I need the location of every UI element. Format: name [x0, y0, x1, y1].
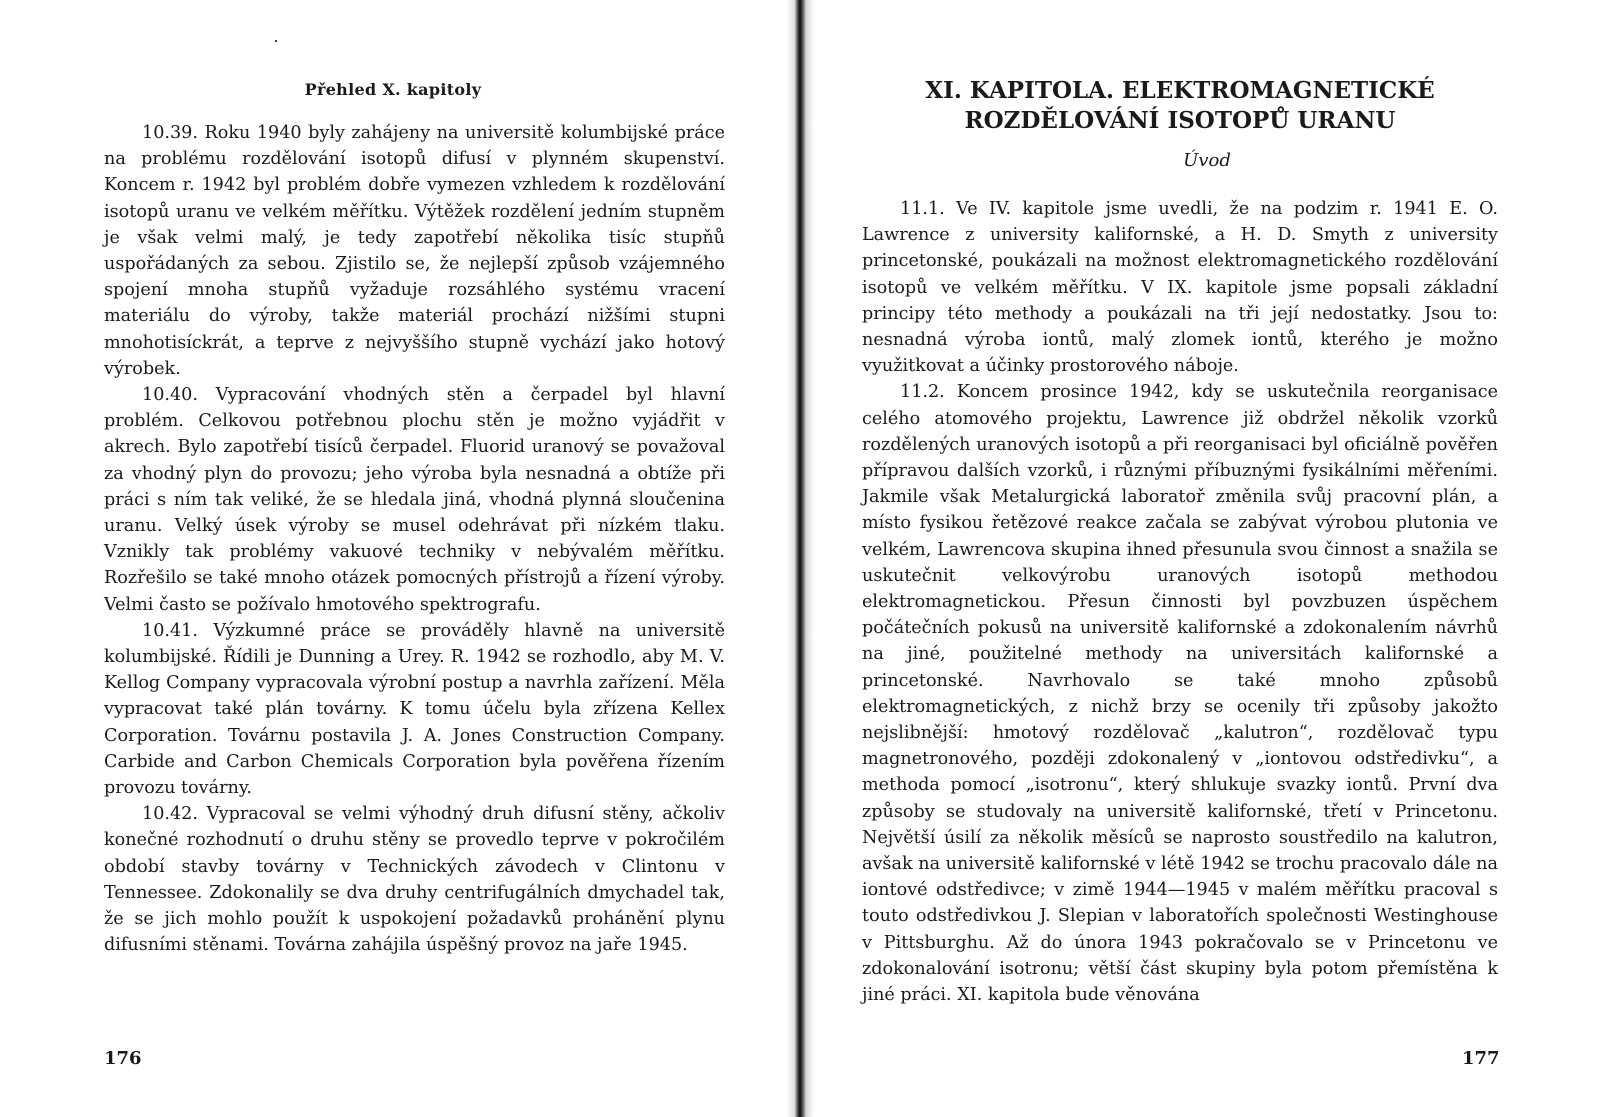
- paragraph-10-42: 10.42. Vypracoval se velmi výhodný druh difusní stěny, ačkoliv konečné rozhodnutí o druhu stěny se provedlo teprve v pokročilém období stavby továrny v Technických závodech v Clintonu v Tennessee. Zdokonalily se dva druhy centrifugálních dmychadel tak, že se jich mohlo použít k uspokojení požadavků proháněnί plynu difusními stěnami. Továrna zahájila úspěšný provoz na jaře 1945.: [104, 804, 725, 956]
- paragraph-11-1: 11.1. Ve IV. kapitole jsme uvedli, že na podzim r. 1941 E. O. Lawrence z university kalifornské, a H. D. Smyth z university princetonské, poukázali na možnost elektromagnetického rozdělování isotopů ve velkém měřítku. V IX. kapitole jsme popsali základní principy této methody a poukázali na tři její nedostatky. Jsou to: nesnadná výroba iontů, malý zlomek iontů, kterého je možno využitkovat a účinky prostorového náboje.: [862, 199, 1498, 377]
- chapter-title: XI. KAPITOLA. ELEKTROMAGNETICKÉ ROZDĚLOVÁNÍ ISOTOPŮ URANU: [925, 77, 1435, 134]
- page-number-right: 177: [1462, 1048, 1500, 1069]
- paragraph-10-41: 10.41. Výzkumné práce se prováděly hlavně na universitě kolumbijské. Řídili je Dunning a Urey. R. 1942 se rozhodlo, aby M. V. Kellog Company vypracovala výrobní postup a navrhla zařízení. Měla vypracovat také plán továrny. K tomu účelu byla zřízena Kellex Corporation. Továrnu postavila J. A. Jones Construction Company. Carbide and Carbon Chemicals Corporation byla pověřena řízením provozu továrny.: [104, 620, 725, 799]
- section-subheading: Úvod: [1183, 150, 1231, 171]
- paragraph-11-2: 11.2. Koncem prosince 1942, kdy se uskutečnila reorganisace celého atomového projektu, Lawrence již obdržel několik vzorků rozdělených uranových isotopů a při reorganisaci byl oficiálně pověřen přípravou dalších vzorků, i různými příbuznými fysikálními měřeními. Jakmile však Metalurgická laboratoř změnila svůj pracovní plán, a místo fysikou řetězové reakce začala se zabývat výrobou plutonia ve velkém, Lawrencova skupina ihned přesunula svou činnost a snažila se uskutečnit velkovýrobu uranových isotopů methodou elektromagnetickou. Přesun činnosti byl povzbuzen úspěchem počátečních pokusů na universitě kalifornské a zdokonalením návrhů na jiné, použitelné methody na universitách kalifornské a princetonské. Navrhovalo se také mnoho způsobů elektromagnetických, z nichž brzy se ocenily tři způsoby jakožto nejslibnější: hmotový rozdělovač „kalutron“, rozdělovač typu magnetronového, později zdokonalený v „iontovou odstředivku“, a methoda pomocí „isotronu“, který shlukuje svazky iontů. První dva způsoby se studovaly na universitě kalifornské, třetí v Princetonu. Největší úsilí za několik měsíců se naprosto soustředilo na kalutron, avšak na universitě kalifornské v létě 1942 se trochu pracovalo dále na iontové odstředivce; v zimě 1944—1945 v malém měřítku pracoval s touto odstředivkou J. Slepian v laboratořích společnosti Westinghouse v Pittsburghu. Až do února 1943 pokračovalo se v Princetonu ve zdokonalování isotronu; větší část skupiny byla potom přemístěna k jiné práci. XI. kapitola bude věnována: [862, 382, 1498, 1006]
- right-page: [814, 0, 1600, 1117]
- right-body-text: [862, 196, 1498, 1008]
- left-page: [0, 0, 786, 1117]
- paragraph-10-40: 10.40. Vypracování vhodných stěn a čerpadel byl hlavní problém. Celkovou potřebnou plochu stěn je možno vyjádřit v akrech. Bylo zapotřebí tisíců čerpadel. Fluorid uranový se považoval za vhodný plyn do provozu; jeho výroba byla nesnadná a obtíže při práci s ním tak veliké, že se hledala jiná, vhodná plynná sloučenina uranu. Velký úsek výroby se musel odehrávat při nízkém tlaku. Vznikly tak problémy vakuové techniky v nebývalém měřítku. Rozřešilo se také mnoho otázek pomocných přístrojů a řízení výroby. Velmi často se požívalo hmotového spektrografu.: [104, 385, 725, 615]
- book-gutter: [786, 0, 814, 1117]
- paragraph-10-39: 10.39. Roku 1940 byly zahájeny na universitě kolumbijské práce na problému rozdělování isotopů difusí v plynném skupenství. Koncem r. 1942 byl problém dobře vymezen vzhledem k rozdělování isotopů uranu ve velkém měřítku. Výtěžek rozdělení jedním stupněm je však velmi malý, je tedy zapotřebí několika tisíc stupňů uspořádaných za sebou. Zjistilo se, že nejlepší způsob vzájemného spojení mnoha stupňů vyžaduje rozsáhlého systému vracení materiálu do výroby, takže materiál prochází nižšími stupni mnohotisíckrát, a teprve z nejvyššího stupně vychází jako hotový výrobek.: [104, 123, 725, 379]
- stray-mark: [275, 40, 277, 42]
- page-number-left: 176: [104, 1048, 142, 1069]
- left-body-text: [104, 120, 725, 959]
- running-head: Přehled X. kapitoly: [304, 80, 482, 99]
